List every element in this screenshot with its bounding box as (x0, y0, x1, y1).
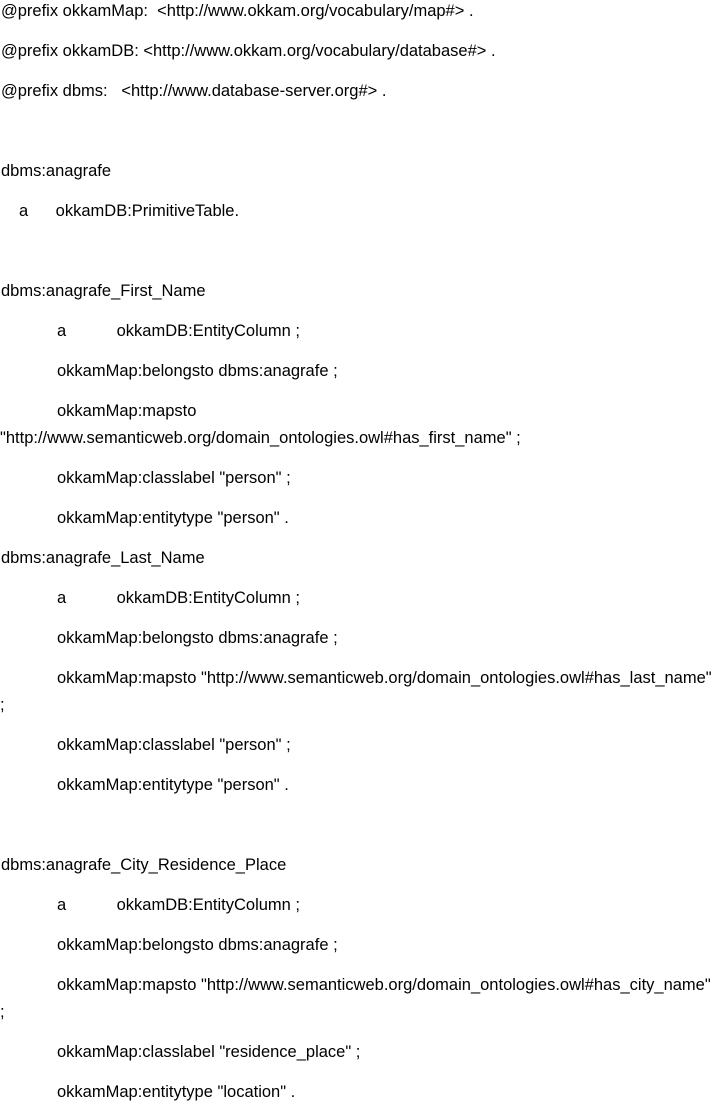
code-line: dbms:anagrafe_City_Residence_Place (1, 856, 287, 874)
code-line: okkamMap:classlabel "residence_place" ; (57, 1043, 361, 1061)
code-line: okkamMap:mapsto (57, 402, 197, 420)
code-line: dbms:anagrafe_Last_Name (1, 549, 205, 567)
code-line: ; (0, 696, 5, 714)
code-line: okkamMap:belongsto dbms:anagrafe ; (57, 362, 338, 380)
blank-line (0, 238, 716, 265)
code-line: dbms:anagrafe_First_Name (1, 282, 206, 300)
code-line: @prefix okkamMap: <http://www.okkam.org/vocabulary/map#> . (1, 2, 474, 20)
code-line: okkamMap:mapsto "http://www.semanticweb.org/domain_ontologies.owl#has_city_name" (57, 976, 711, 994)
code-line: a okkamDB:EntityColumn ; (57, 322, 300, 340)
code-line: "http://www.semanticweb.org/domain_ontologies.owl#has_first_name" ; (0, 429, 521, 447)
code-line: dbms:anagrafe (1, 162, 112, 180)
code-line: okkamMap:entitytype "location" . (57, 1083, 296, 1101)
code-line: okkamMap:entitytype "person" . (57, 776, 289, 794)
code-line: okkamMap:entitytype "person" . (57, 509, 289, 527)
code-line: ; (0, 1003, 5, 1021)
blank-line (0, 118, 716, 145)
code-line: a okkamDB:PrimitiveTable. (19, 202, 240, 220)
code-line: @prefix dbms: <http://www.database-server.org#> . (1, 82, 387, 100)
code-line: a okkamDB:EntityColumn ; (57, 589, 300, 607)
code-line: okkamMap:mapsto "http://www.semanticweb.org/domain_ontologies.owl#has_last_name" (57, 669, 712, 687)
code-line: @prefix okkamDB: <http://www.okkam.org/vocabulary/database#> . (1, 42, 496, 60)
code-line: okkamMap:belongsto dbms:anagrafe ; (57, 629, 338, 647)
code-line: okkamMap:classlabel "person" ; (57, 469, 291, 487)
code-line: a okkamDB:EntityColumn ; (57, 896, 300, 914)
code-line: okkamMap:classlabel "person" ; (57, 736, 291, 754)
blank-line (0, 812, 716, 839)
code-line: okkamMap:belongsto dbms:anagrafe ; (57, 936, 338, 954)
